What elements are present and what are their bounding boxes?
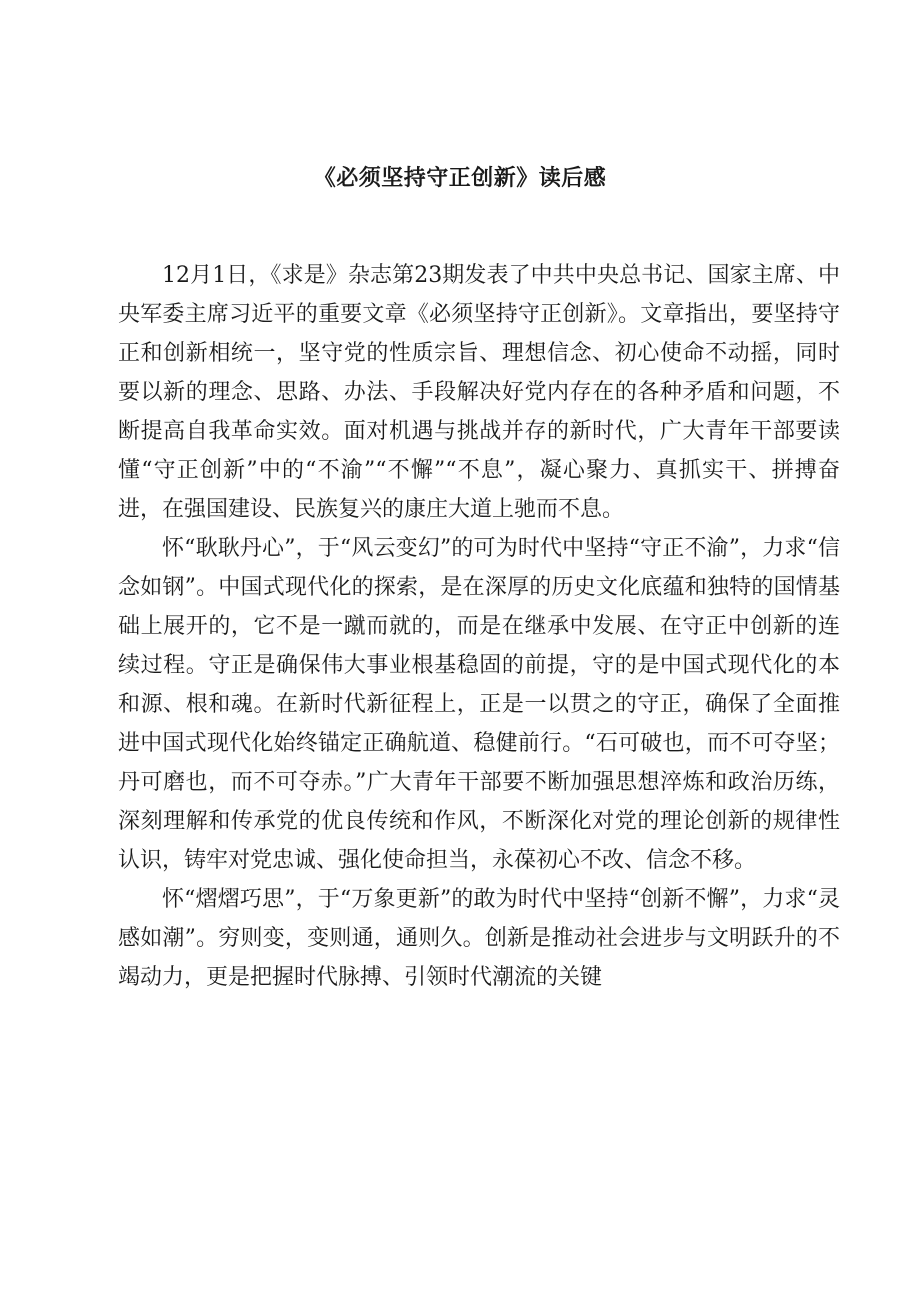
- document-title: 《必须坚持守正创新》读后感: [313, 166, 607, 191]
- paragraph-intro: 12月1日，《求是》杂志第23期发表了中共中央总书记、国家主席、中央军委主席习近平的重要文章《必须坚持守正创新》。文章指出，要坚持守正和创新相统一，坚守党的性质宗旨、理想信念、初心使命不动摇，同时要以新的理念、思路、办法、手段解决好党内存在的各种矛盾和问题，不断提高自我革命实效。面对机遇与挑战并存的新时代，广大青年干部要读懂“守正创新”中的“不渝”“不懈”“不息”，凝心聚力、真抓实干、拼搏奋进，在强国建设、民族复兴的康庄大道上驰而不息。: [118, 263, 840, 522]
- paragraph-shouzheng: 怀“耿耿丹心”，于“风云变幻”的可为时代中坚持“守正不渝”，力求“信念如钢”。中国式现代化的探索，是在深厚的历史文化底蕴和独特的国情基础上展开的，它不是一蹴而就的，而是在继承中发展、在守正中创新的连续过程。守正是确保伟大事业根基稳固的前提，守的是中国式现代化的本和源、根和魂。在新时代新征程上，正是一以贯之的守正，确保了全面推进中国式现代化始终锚定正确航道、稳健前行。“石可破也，而不可夺坚；丹可磨也，而不可夺赤。”广大青年干部要不断加强思想淬炼和政治历练，深刻理解和传承党的优良传统和作风，不断深化对党的理论创新的规律性认识，铸牢对党忠诚、强化使命担当，永葆初心不改、信念不移。: [118, 536, 840, 873]
- paragraph-chuangxin: 怀“熠熠巧思”，于“万象更新”的敢为时代中坚持“创新不懈”，力求“灵感如潮”。穷则变，变则通，通则久。创新是推动社会进步与文明跃升的不竭动力，更是把握时代脉搏、引领时代潮流的关键: [118, 887, 840, 990]
- document-body: [118, 256, 840, 997]
